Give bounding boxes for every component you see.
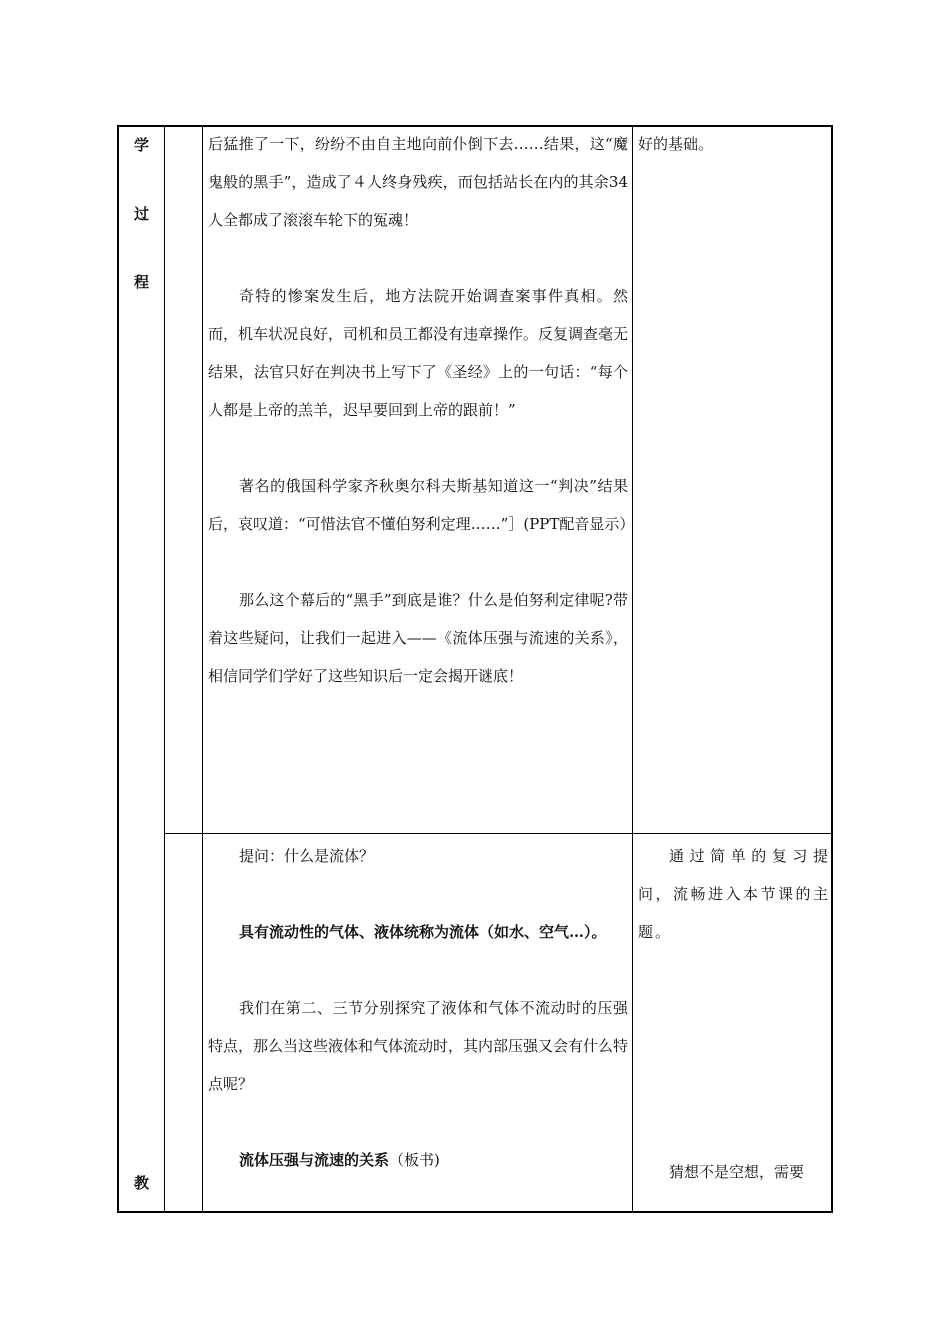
topic-line	[208, 1141, 628, 1179]
stage-char: 程	[133, 273, 149, 291]
column-divider	[164, 127, 165, 1211]
row1-note	[638, 125, 830, 163]
question-text: 提问：什么是流体？	[239, 847, 375, 865]
stage-char: 过	[133, 205, 149, 223]
story-paragraph: 著名的俄国科学家齐秋奥尔科夫斯基知道这一“判决”结果后，哀叹道：“可惜法官不懂伯努利定理……”］(PPT配音显示）	[208, 477, 635, 533]
topic-title: 流体压强与流速的关系	[239, 1151, 390, 1169]
row-divider	[164, 833, 831, 834]
topic-suffix: （板书)	[389, 1151, 440, 1169]
column-divider	[202, 127, 203, 1211]
column-divider	[632, 127, 633, 1211]
intro-paragraph: 我们在第二、三节分别探究了液体和气体不流动时的压强特点，那么当这些液体和气体流动时，其内部压强又会有什么特点呢？	[208, 999, 629, 1093]
design-note: 猜想不是空想，需要	[669, 1163, 805, 1181]
story-paragraph: 奇特的惨案发生后，地方法院开始调查案事件真相。然而，机车状况良好，司机和员工都没有违章操作。反复调查毫无结果，法官只好在判决书上写下了《圣经》上的一句话：“每个人都是上帝的羔羊，迟早要回到上帝的跟前！”	[208, 287, 629, 419]
story-paragraph: 后猛推了一下，纷纷不由自主地向前仆倒下去……结果，这“魔鬼般的黑手”，造成了４人终身残疾，而包括站长在内的其余34人全都成了滚滚车轮下的冤魂！	[208, 135, 628, 229]
design-note: 通过简单的复习提问，流畅进入本节课的主题。	[638, 847, 830, 941]
row2-note	[638, 837, 830, 951]
design-note: 好的基础。	[638, 135, 714, 153]
row1-content	[208, 125, 635, 695]
stage-char: 教	[133, 1174, 149, 1192]
story-paragraph: 那么这个幕后的“黑手”到底是谁？什么是伯努利定律呢?带着这些疑问，让我们一起进入——《流体压强与流速的关系》，相信同学们学好了这些知识后一定会揭开谜底！	[208, 591, 628, 685]
lesson-plan-table	[117, 125, 833, 1213]
row2-note-2	[638, 1153, 830, 1191]
stage-char: 学	[133, 136, 149, 154]
definition-text: 具有流动性的气体、液体统称为流体（如水、空气…）。	[239, 923, 607, 941]
row2-content	[208, 837, 628, 1179]
